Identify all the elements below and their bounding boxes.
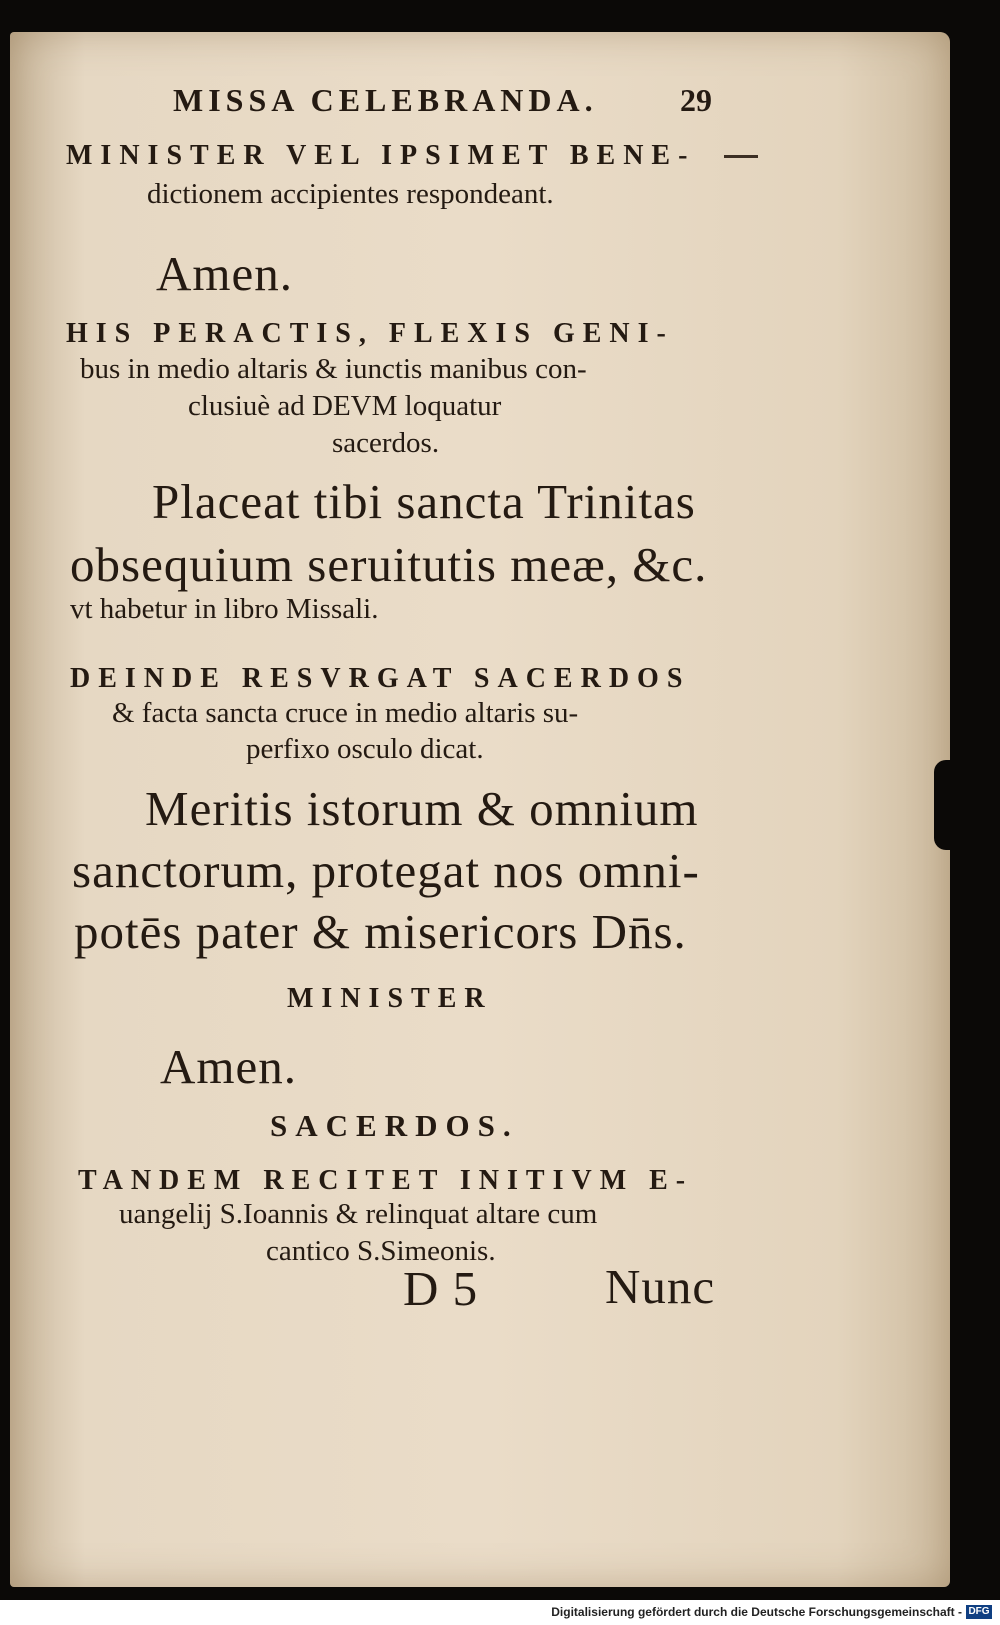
rubric-1-line-2: dictionem accipientes respondeant. [147, 178, 554, 210]
rubric-4-line-3: cantico S.Simeonis. [266, 1235, 496, 1267]
dfg-logo: DFG [966, 1605, 992, 1619]
rubric-1-caps: MINISTER VEL IPSIMET BENE- [66, 140, 696, 171]
digitization-footer [0, 1600, 1000, 1625]
catchword: Nunc [605, 1259, 716, 1314]
rubric-4-caps: TANDEM RECITET INITIVM E- [78, 1165, 694, 1196]
response-amen-1: Amen. [156, 246, 293, 301]
rubric-3-line-3: perfixo osculo dicat. [246, 733, 484, 765]
rubric-3-line-2: & facta sancta cruce in medio altaris su- [112, 697, 579, 729]
prayer-1-line-1: Placeat tibi sancta Trinitas [152, 474, 696, 529]
rubric-2-line-4: sacerdos. [332, 427, 440, 459]
response-amen-2: Amen. [160, 1039, 297, 1094]
footer-credit: Digitalisierung gefördert durch die Deutsche Forschungsgemeinschaft - [551, 1605, 962, 1619]
margin-mark [724, 155, 758, 158]
speaker-sacerdos: SACERDOS. [270, 1108, 519, 1143]
speaker-minister: MINISTER [287, 983, 493, 1014]
rubric-4-line-2: uangelij S.Ioannis & relinquat altare cum [119, 1198, 598, 1230]
rubric-2-caps: HIS PERACTIS, FLEXIS GENI- [66, 318, 674, 349]
page-number: 29 [680, 82, 712, 118]
page-edge-damage [934, 760, 964, 850]
prayer-1-line-2: obsequium seruitutis meæ, &c. [70, 537, 708, 592]
running-head: MISSA CELEBRANDA. [173, 82, 598, 118]
prayer-2-line-1: Meritis istorum & omnium [145, 781, 699, 836]
rubric-3-caps: DEINDE RESVRGAT SACERDOS [70, 663, 691, 694]
prayer-2-line-2: sanctorum, protegat nos omni- [72, 843, 700, 898]
rubric-2-line-2: bus in medio altaris & iunctis manibus con- [80, 353, 587, 385]
prayer-1-line-3: vt habetur in libro Missali. [70, 593, 379, 625]
signature-mark: D 5 [403, 1261, 479, 1316]
prayer-2-line-3: potēs pater & misericors Dn̄s. [74, 904, 687, 959]
rubric-2-line-3: clusiuè ad DEVM loquatur [188, 390, 502, 422]
